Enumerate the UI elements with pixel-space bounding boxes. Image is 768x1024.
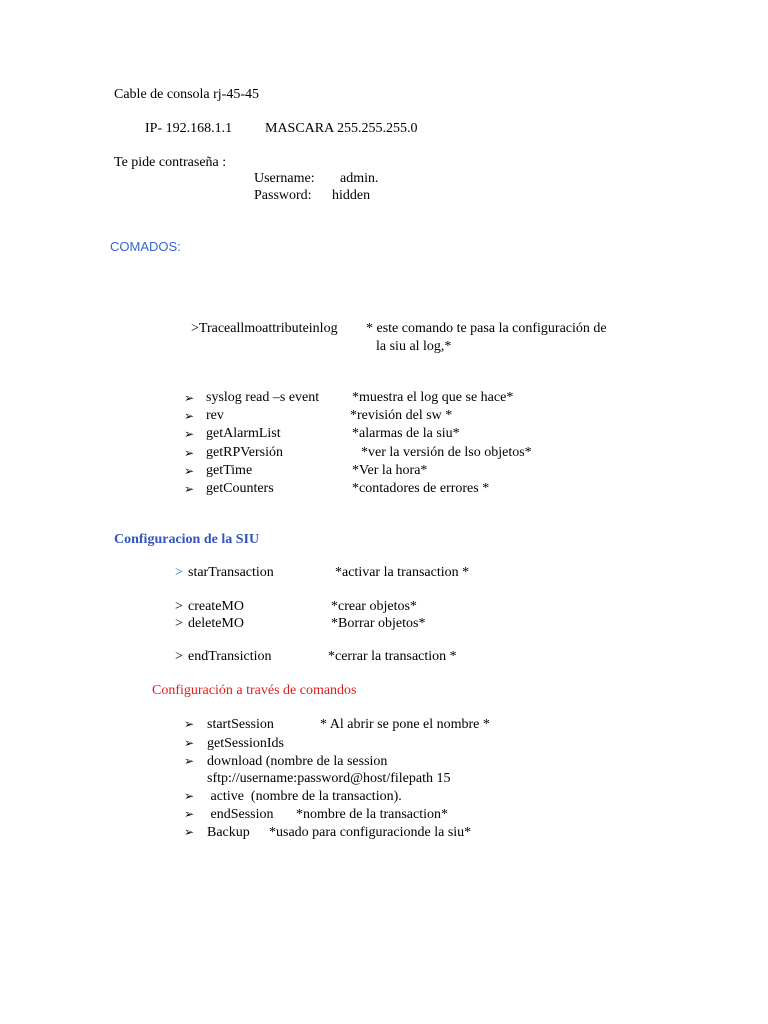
command-name: startSession xyxy=(207,717,274,732)
password-prompt: Te pide contraseña : xyxy=(114,155,227,170)
command-description: * Al abrir se pone el nombre * xyxy=(320,717,490,732)
command-name: rev xyxy=(206,408,224,423)
arrow-bullet-icon: ➢ xyxy=(184,717,195,731)
arrow-bullet-icon: ➢ xyxy=(184,391,195,405)
arrow-bullet-icon: ➢ xyxy=(184,464,195,478)
command-name: active (nombre de la transaction). xyxy=(207,789,402,804)
mask-text: MASCARA 255.255.255.0 xyxy=(265,121,418,136)
arrow-bullet-icon: ➢ xyxy=(184,409,195,423)
command-name: getCounters xyxy=(206,481,274,496)
config-siu-heading: Configuracion de la SIU xyxy=(114,532,260,547)
arrow-bullet-icon: ➢ xyxy=(184,736,195,750)
arrow-bullet-icon: ➢ xyxy=(184,754,195,768)
password-label: Password: xyxy=(254,188,312,203)
arrow-bullet-icon: ➢ xyxy=(184,482,195,496)
gt-marker: > xyxy=(175,616,183,631)
arrow-bullet-icon: ➢ xyxy=(184,789,195,803)
command-name: getTime xyxy=(206,463,253,478)
command-description: *Borrar objetos* xyxy=(331,616,426,631)
arrow-bullet-icon: ➢ xyxy=(184,825,195,839)
arrow-bullet-icon: ➢ xyxy=(184,807,195,821)
password-value: hidden xyxy=(332,188,371,203)
command-description: *alarmas de la siu* xyxy=(352,426,460,441)
command-name: getAlarmList xyxy=(206,426,281,441)
username-label: Username: xyxy=(254,171,315,186)
cable-text: Cable de consola rj-45-45 xyxy=(114,87,260,102)
username-value: admin. xyxy=(340,171,379,186)
command-name: endSession xyxy=(207,807,274,822)
command-name: starTransaction xyxy=(188,565,274,580)
command-name: endTransiction xyxy=(188,649,272,664)
command-description: *nombre de la transaction* xyxy=(296,807,449,822)
gt-marker: > xyxy=(175,565,183,580)
command-description: *ver la versión de lso objetos* xyxy=(361,445,532,460)
comandos-heading: COMADOS: xyxy=(110,239,181,254)
arrow-bullet-icon: ➢ xyxy=(184,446,195,460)
trace-description-line2: la siu al log,* xyxy=(376,339,452,354)
trace-command: >Traceallmoattributeinlog xyxy=(191,321,338,336)
gt-marker: > xyxy=(175,599,183,614)
command-description: *Ver la hora* xyxy=(352,463,428,478)
command-name: Backup xyxy=(207,825,250,840)
command-name: getRPVersión xyxy=(206,445,283,460)
command-name: getSessionIds xyxy=(207,736,284,751)
command-description: *activar la transaction * xyxy=(335,565,470,580)
command-name: syslog read –s event xyxy=(206,390,320,405)
command-description: *contadores de errores * xyxy=(352,481,490,496)
command-name: download (nombre de la session xyxy=(207,754,388,769)
command-name: createMO xyxy=(188,599,244,614)
command-description: *crear objetos* xyxy=(331,599,417,614)
command-description: *muestra el log que se hace* xyxy=(352,390,514,405)
command-name: deleteMO xyxy=(188,616,244,631)
command-description: *cerrar la transaction * xyxy=(328,649,457,664)
config-cmd-heading: Configuración a través de comandos xyxy=(152,683,357,698)
command-description: *revisión del sw * xyxy=(350,408,453,423)
gt-marker: > xyxy=(175,649,183,664)
trace-description-line1: * este comando te pasa la configuración de xyxy=(366,321,607,336)
arrow-bullet-icon: ➢ xyxy=(184,427,195,441)
command-name: sftp://username:password@host/filepath 15 xyxy=(207,771,451,786)
ip-text: IP- 192.168.1.1 xyxy=(145,121,233,136)
command-description: *usado para configuracionde la siu* xyxy=(269,825,472,840)
